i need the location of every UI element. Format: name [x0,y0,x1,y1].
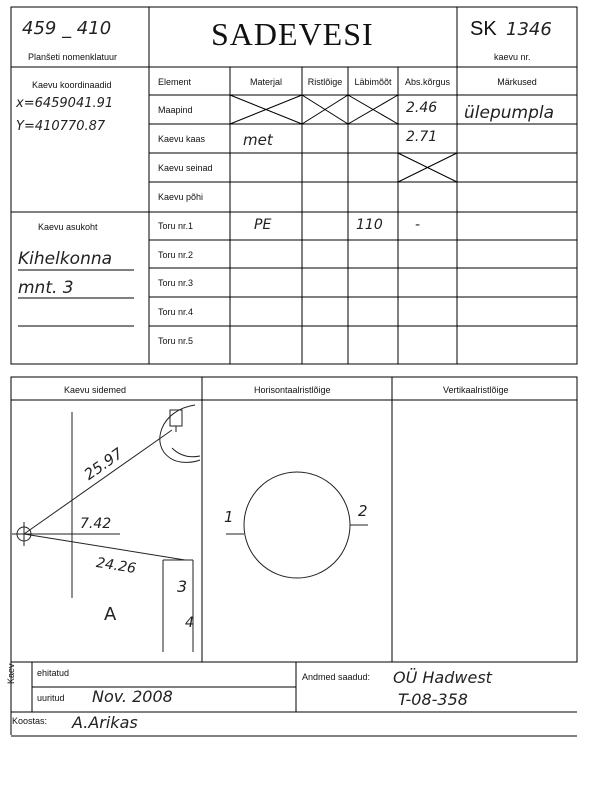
toru-1-labimoot-value: 110 [356,217,383,233]
location-line-2: mnt. 3 [18,278,74,298]
row-label-toru-5: Toru nr.5 [158,336,194,346]
row-label-toru-1: Toru nr.1 [158,221,194,231]
distance-2: 7.42 [80,516,112,532]
nomenclature-label: Planšeti nomenklatuur [28,52,118,62]
well-number: 1346 [506,19,552,40]
row-label-maapind: Maapind [158,105,193,115]
footer-side-label: Kaev [6,663,16,684]
surveyed-label: uuritud [37,693,65,703]
source-value-1: OÜ Hadwest [393,668,492,687]
source-label: Andmed saadud: [302,672,371,682]
row-label-kaevu-pohi: Kaevu põhi [158,192,204,202]
row-label-toru-2: Toru nr.2 [158,250,194,260]
surveyed-value: Nov. 2008 [92,687,173,706]
location-label: Kaevu asukoht [38,222,98,232]
author-value: A.Arikas [72,713,138,732]
header-labimoot: Läbimõõt [354,77,392,87]
row-label-toru-3: Toru nr.3 [158,278,194,288]
well-prefix: SK [470,18,497,40]
toru-1-materjal-value: PE [254,217,272,233]
pipe-label-1: 1 [224,508,234,526]
coordinate-x: x=6459041.91 [16,96,114,111]
kaas-materjal-value: met [243,131,273,149]
location-line-1: Kihelkonna [18,249,113,269]
header-element: Element [158,77,192,87]
kaas-abs-value: 2.71 [406,129,438,145]
sketch-vertical-label: Vertikaalristlõige [443,385,509,395]
distance-3: 24.26 [94,554,138,578]
well-number-label: kaevu nr. [494,52,531,62]
row-label-kaevu-kaas: Kaevu kaas [158,134,206,144]
header-markused: Märkused [497,77,537,87]
header-materjal: Materjal [249,77,282,87]
built-label: ehitatud [37,668,70,678]
sketch-digit-3: 3 [177,577,188,596]
sketch-letter-a: A [104,604,117,625]
document-title: SADEVESI [211,16,374,52]
source-value-2: T-08-358 [398,690,468,709]
toru-1-abs-value: - [415,217,421,233]
sketch-connections-label: Kaevu sidemed [64,385,127,395]
maapind-abs-value: 2.46 [406,100,438,116]
pipe-label-2: 2 [358,502,368,520]
distance-1: 25.97 [80,444,127,484]
row-label-toru-4: Toru nr.4 [158,307,194,317]
sketch-digit-4: 4 [185,615,194,631]
header-abs-korgus: Abs.kõrgus [404,77,451,87]
coordinate-y: Y=410770.87 [16,119,106,134]
author-label: Koostas: [12,716,48,726]
sketch-horizontal-label: Horisontaalristlõige [254,385,331,395]
coordinates-label: Kaevu koordinaadid [32,80,112,90]
maapind-note: ülepumpla [464,103,555,123]
nomenclature-value: 459 _ 410 [22,18,112,39]
header-ristloige: Ristlõige [307,77,343,87]
row-label-kaevu-seinad: Kaevu seinad [158,163,213,173]
